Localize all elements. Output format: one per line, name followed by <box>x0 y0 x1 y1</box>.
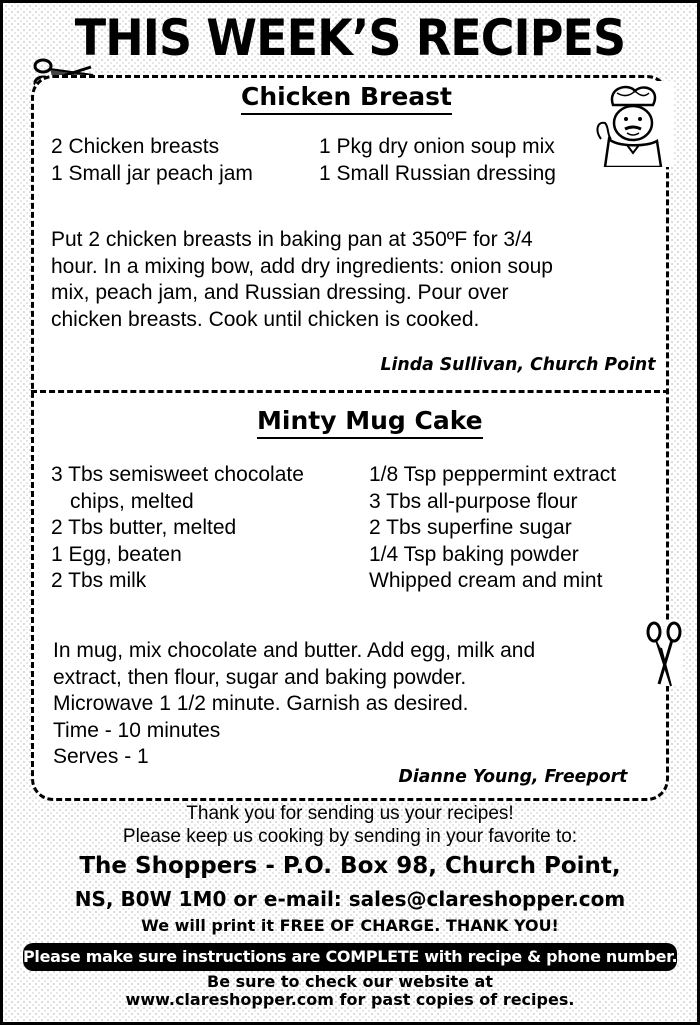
ingredient: 1 Small jar peach jam <box>51 161 253 185</box>
ingredient: 2 Tbs milk <box>51 569 147 592</box>
ingredients-left <box>51 462 304 595</box>
ingredient: Whipped cream and mint <box>369 569 603 592</box>
instruction-line: Put 2 chicken breasts in baking pan at 350ºF for 3/4 <box>51 228 533 251</box>
instruction-line: In mug, mix chocolate and butter. Add egg, milk and <box>53 639 536 662</box>
scissors-icon <box>641 618 687 688</box>
instruction-line: hour. In a mixing bow, add dry ingredients: onion soup <box>51 254 553 278</box>
footer-thanks: Thank you for sending us your recipes! <box>186 803 514 824</box>
page-title: THIS WEEK’S RECIPES <box>74 9 626 67</box>
instruction-line: chicken breasts. Cook until chicken is cooked. <box>51 307 480 331</box>
ingredient: 2 Tbs superfine sugar <box>369 516 572 539</box>
recipe-title: Minty Mug Cake <box>257 406 483 439</box>
footer-free-print: We will print it FREE OF CHARGE. THANK YOU! <box>141 916 559 935</box>
ingredients-right <box>369 462 616 595</box>
footer-address-line2: NS, B0W 1M0 or e-mail: sales@clareshopper.com <box>74 887 626 911</box>
footer-website-line1: Be sure to check our website at <box>207 972 493 991</box>
recipe-page <box>3 3 697 1022</box>
recipe-divider <box>31 390 669 393</box>
ingredients-left <box>51 134 253 187</box>
instruction-line: Serves - 1 <box>53 745 149 768</box>
ingredient: 1/4 Tsp baking powder <box>369 542 579 566</box>
ingredients-right <box>319 134 556 187</box>
ingredient: 3 Tbs semisweet chocolate <box>51 463 304 486</box>
recipe-credit: Dianne Young, Freeport <box>398 766 627 787</box>
ingredient: 1/8 Tsp peppermint extract <box>369 463 617 486</box>
chef-icon <box>587 81 673 167</box>
footer-keep-cooking: Please keep us cooking by sending in your favorite to: <box>122 826 578 847</box>
ingredient: 2 Chicken breasts <box>51 135 220 158</box>
instruction-line: mix, peach jam, and Russian dressing. Pour over <box>51 281 509 304</box>
footer-address-line1: The Shoppers - P.O. Box 98, Church Point, <box>79 853 621 879</box>
instruction-line: Microwave 1 1/2 minute. Garnish as desired. <box>53 692 469 715</box>
instruction-line: extract, then flour, sugar and baking powder. <box>53 665 467 689</box>
instructions <box>53 638 535 771</box>
recipe-credit: Linda Sullivan, Church Point <box>380 354 655 375</box>
ingredient: 2 Tbs butter, melted <box>51 516 237 539</box>
ingredient: 3 Tbs all-purpose flour <box>369 489 578 513</box>
instructions-banner: Please make sure instructions are COMPLETE with recipe & phone number. <box>23 943 677 971</box>
recipe-title: Chicken Breast <box>241 82 452 115</box>
footer-website-line2: www.clareshopper.com for past copies of recipes. <box>125 990 575 1009</box>
ingredient: chips, melted <box>70 489 194 513</box>
ingredient: 1 Egg, beaten <box>51 542 182 566</box>
ingredient: 1 Small Russian dressing <box>319 161 556 185</box>
ingredient: 1 Pkg dry onion soup mix <box>319 135 555 158</box>
instructions <box>51 227 553 333</box>
instruction-line: Time - 10 minutes <box>53 718 221 742</box>
